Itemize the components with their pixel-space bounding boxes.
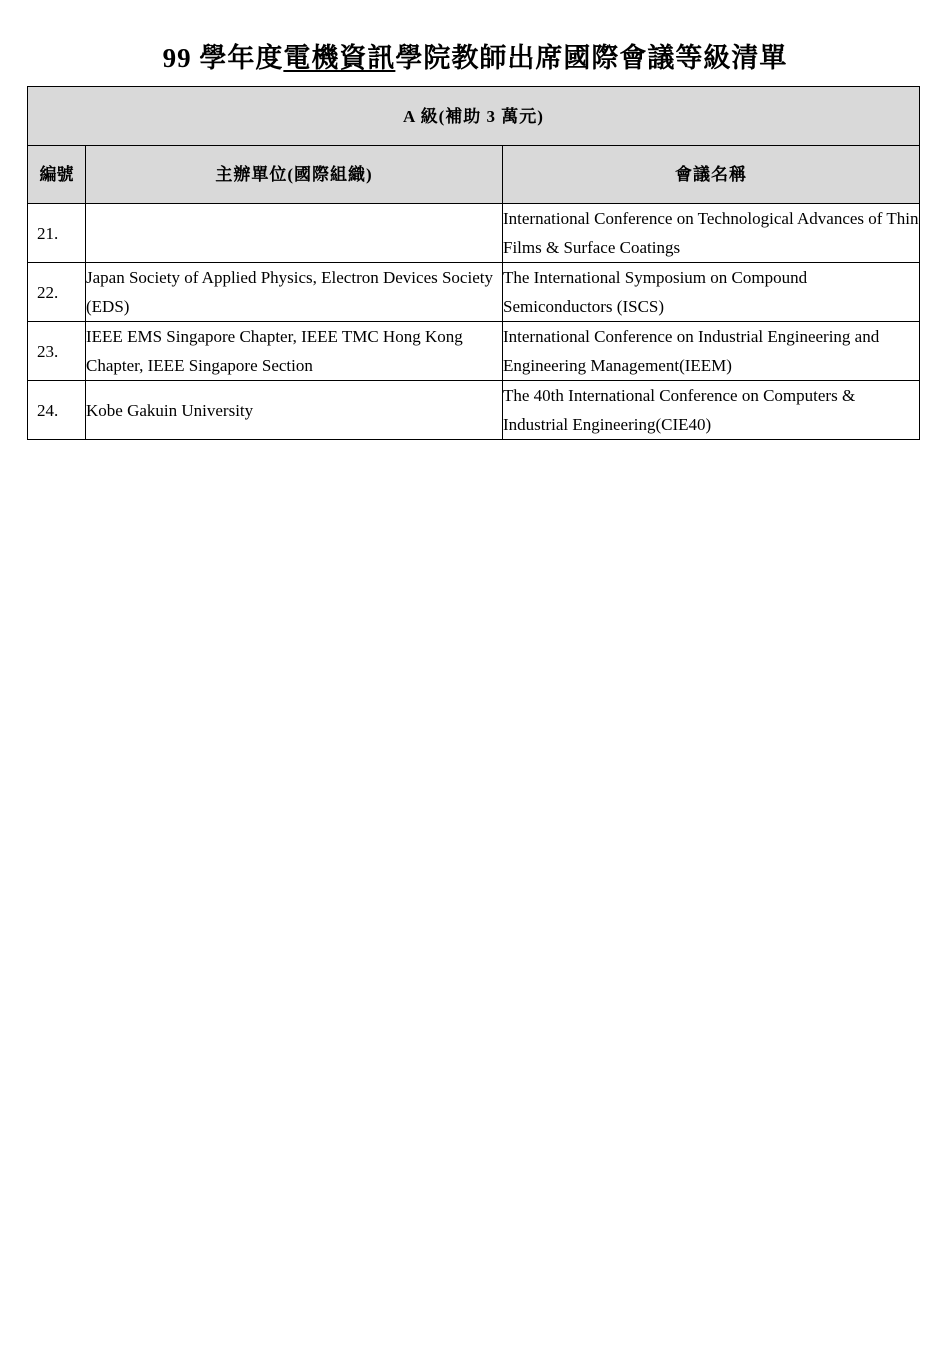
cell-number: 23. [28,322,86,381]
title-college-name: 電機資訊 [283,43,396,73]
title-suffix: 學院教師出席國際會議等級清單 [395,43,788,73]
column-header-organizer: 主辦單位(國際組織) [86,146,503,204]
column-header-number: 編號 [28,146,86,204]
table-row [28,322,920,381]
column-header-row [28,146,920,204]
column-header-conference: 會議名稱 [503,146,920,204]
title-prefix: 99 學年度 [162,43,284,73]
cell-organizer: IEEE EMS Singapore Chapter, IEEE TMC Hong Kong Chapter, IEEE Singapore Section [86,322,503,381]
table-row [28,263,920,322]
cell-organizer: Kobe Gakuin University [86,381,503,440]
grade-header-row [28,87,920,146]
table-row [28,381,920,440]
table-row [28,204,920,263]
grade-header: A 級(補助 3 萬元) [28,87,920,146]
cell-conference: The 40th International Conference on Computers & Industrial Engineering(CIE40) [503,381,920,440]
page-title [0,36,950,75]
cell-number: 22. [28,263,86,322]
cell-conference: International Conference on Industrial Engineering and Engineering Management(IEEM) [503,322,920,381]
cell-conference: The International Symposium on Compound Semiconductors (ISCS) [503,263,920,322]
cell-organizer: Japan Society of Applied Physics, Electron Devices Society (EDS) [86,263,503,322]
cell-organizer [86,204,503,263]
cell-number: 24. [28,381,86,440]
cell-conference: International Conference on Technological Advances of Thin Films & Surface Coatings [503,204,920,263]
cell-number: 21. [28,204,86,263]
conference-grade-table [27,86,920,440]
